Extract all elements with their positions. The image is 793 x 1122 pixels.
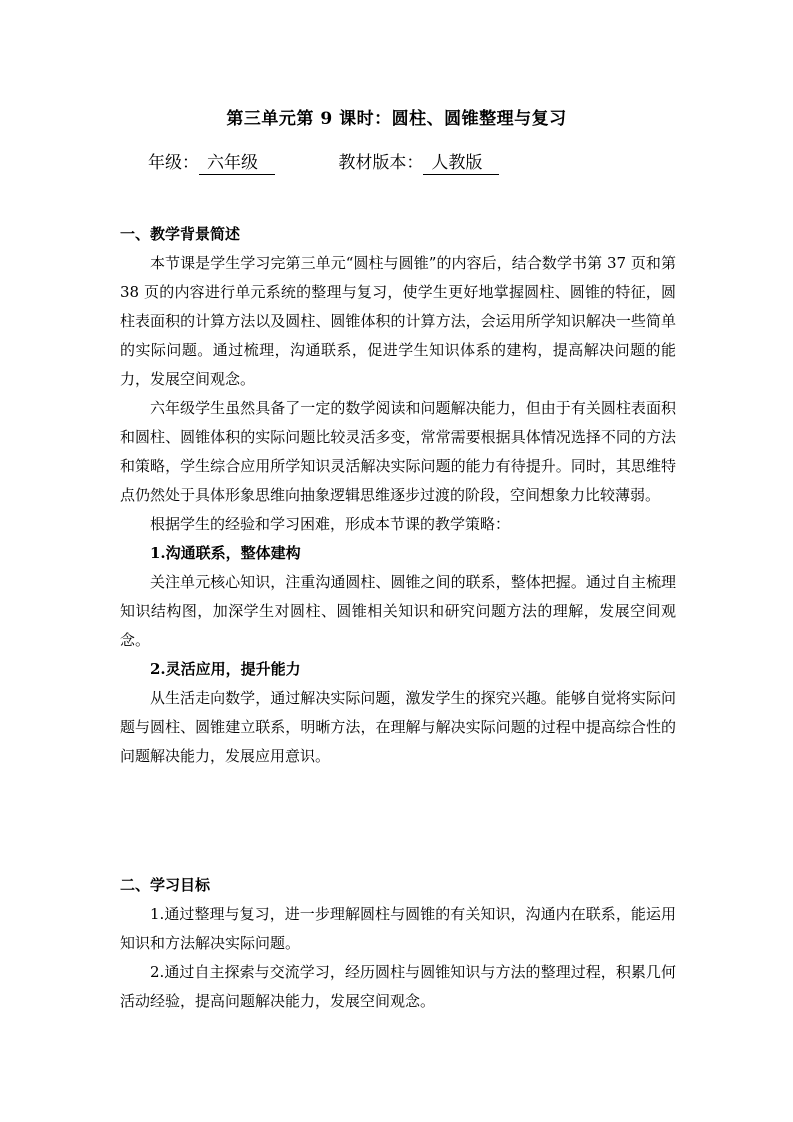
goal-item: 2.通过自主探索与交流学习，经历圆柱与圆锥知识与方法的整理过程，积累几何活动经验，提高问题解决能力，发展空间观念。 xyxy=(120,963,676,1010)
lesson-meta xyxy=(148,148,499,175)
paragraph: 关注单元核心知识，注重沟通圆柱、圆锥之间的联系，整体把握。通过自主梳理知识结构图，加深学生对圆柱、圆锥相关知识和研究问题方法的理解，发展空间观念。 xyxy=(120,573,676,649)
strategy-heading: 2.灵活应用，提升能力 xyxy=(150,660,301,678)
paragraph: 六年级学生虽然具备了一定的数学阅读和问题解决能力，但由于有关圆柱表面积和圆柱、圆锥体积的实际问题比较灵活多变，常常需要根据具体情况选择不同的方法和策略，学生综合应用所学知识灵活解决实际问题的能力有待提升。同时，其思维特点仍然处于具体形象思维向抽象逻辑思维逐步过渡的阶段，空间想象力比较薄弱。 xyxy=(120,399,676,504)
section-learning-goals xyxy=(120,871,676,1016)
edition-label: 教材版本： xyxy=(338,153,424,173)
grade-value: 六年级 xyxy=(199,148,275,175)
paragraph: 根据学生的经验和学习困难，形成本节课的教学策略： xyxy=(150,515,511,533)
edition-value: 人教版 xyxy=(423,148,499,175)
paragraph: 本节课是学生学习完第三单元“圆柱与圆锥”的内容后，结合数学书第 37 页和第 38 页的内容进行单元系统的整理与复习，使学生更好地掌握圆柱、圆锥的特征，圆柱表面积的计算方法以及圆柱、圆锥体积的计算方法，会运用所学知识解决一些简单的实际问题。通过梳理，沟通联系，促进学生知识体系的建构，提高解决问题的能力，发展空间观念。 xyxy=(120,254,676,388)
paragraph: 从生活走向数学，通过解决实际问题，激发学生的探究兴趣。能够自觉将实际问题与圆柱、圆锥建立联系，明晰方法，在理解与解决实际问题的过程中提高综合性的问题解决能力，发展应用意识。 xyxy=(120,689,676,765)
section-heading: 二、学习目标 xyxy=(120,876,211,894)
section-teaching-background xyxy=(120,220,676,771)
grade-label: 年级： xyxy=(148,153,199,173)
page-title: 第三单元第 9 课时：圆柱、圆锥整理与复习 xyxy=(226,109,567,129)
strategy-heading: 1.沟通联系，整体建构 xyxy=(150,544,301,562)
goal-item: 1.通过整理与复习，进一步理解圆柱与圆锥的有关知识，沟通内在联系，能运用知识和方法解决实际问题。 xyxy=(120,905,676,952)
section-heading: 一、教学背景简述 xyxy=(120,225,241,243)
